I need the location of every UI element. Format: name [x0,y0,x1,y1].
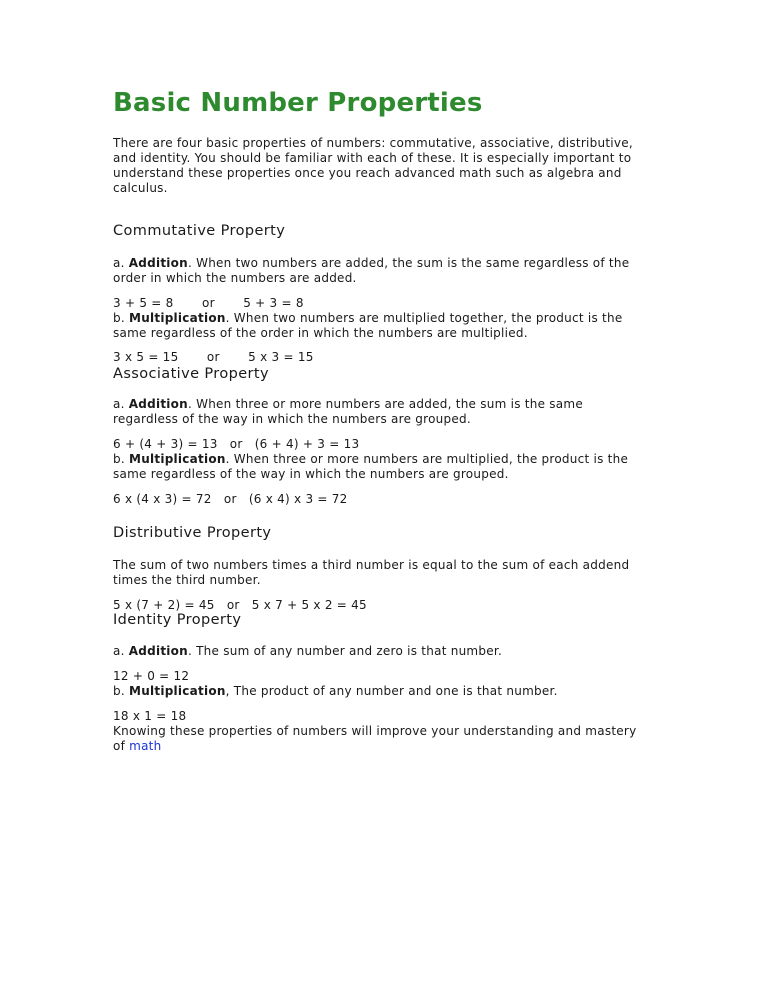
intro-line-4: calculus. [113,181,168,195]
associative-addition-equation: 6 + (4 + 3) = 13 or (6 + 4) + 3 = 13 [113,437,360,451]
associative-multiplication-text: b. Multiplication. When three or more numbers are multiplied, the product is the [113,452,629,466]
page-title: Basic Number Properties [113,88,483,118]
associative-multiplication-text-2: same regardless of the way in which the numbers are grouped. [113,467,509,481]
distributive-text-1: The sum of two numbers times a third number is equal to the sum of each addend [113,558,630,572]
identity-multiplication-text: b. Multiplication, The product of any number and one is that number. [113,684,558,698]
identity-multiplication-label: Multiplication [129,684,226,698]
commutative-multiplication-text: b. Multiplication. When two numbers are multiplied together, the product is the [113,311,623,325]
distributive-heading: Distributive Property [113,525,272,541]
closing-line-2: of math [113,739,162,753]
commutative-addition-label: Addition [128,256,188,270]
associative-heading: Associative Property [113,366,269,382]
commutative-addition-text: a. Addition. When two numbers are added, the sum is the same regardless of the [113,256,630,270]
commutative-heading: Commutative Property [113,223,286,239]
distributive-equation: 5 x (7 + 2) = 45 or 5 x 7 + 5 x 2 = 45 [113,598,367,612]
distributive-text-2: times the third number. [113,573,261,587]
commutative-addition-equation: 3 + 5 = 8 or 5 + 3 = 8 [113,296,304,310]
intro-line-1: There are four basic properties of numbers: commutative, associative, distributive, [113,136,633,150]
closing-line-1: Knowing these properties of numbers will improve your understanding and mastery [113,724,637,738]
identity-heading: Identity Property [113,612,242,628]
associative-addition-text: a. Addition. When three or more numbers are added, the sum is the same [113,397,583,411]
intro-line-2: and identity. You should be familiar with each of these. It is especially important to [113,151,632,165]
math-link[interactable]: math [129,739,162,753]
associative-multiplication-label: Multiplication [129,452,226,466]
commutative-addition-text-2: order in which the numbers are added. [113,271,357,285]
associative-multiplication-equation: 6 x (4 x 3) = 72 or (6 x 4) x 3 = 72 [113,492,348,506]
identity-addition-equation: 12 + 0 = 12 [113,669,190,683]
commutative-multiplication-text-2: same regardless of the order in which the numbers are multiplied. [113,326,528,340]
identity-multiplication-equation: 18 x 1 = 18 [113,709,187,723]
intro-line-3: understand these properties once you reach advanced math such as algebra and [113,166,622,180]
identity-addition-label: Addition [128,644,188,658]
commutative-multiplication-label: Multiplication [129,311,226,325]
associative-addition-label: Addition [128,397,188,411]
commutative-multiplication-equation: 3 x 5 = 15 or 5 x 3 = 15 [113,350,314,364]
identity-addition-text: a. Addition. The sum of any number and zero is that number. [113,644,503,658]
associative-addition-text-2: regardless of the way in which the numbers are grouped. [113,412,471,426]
